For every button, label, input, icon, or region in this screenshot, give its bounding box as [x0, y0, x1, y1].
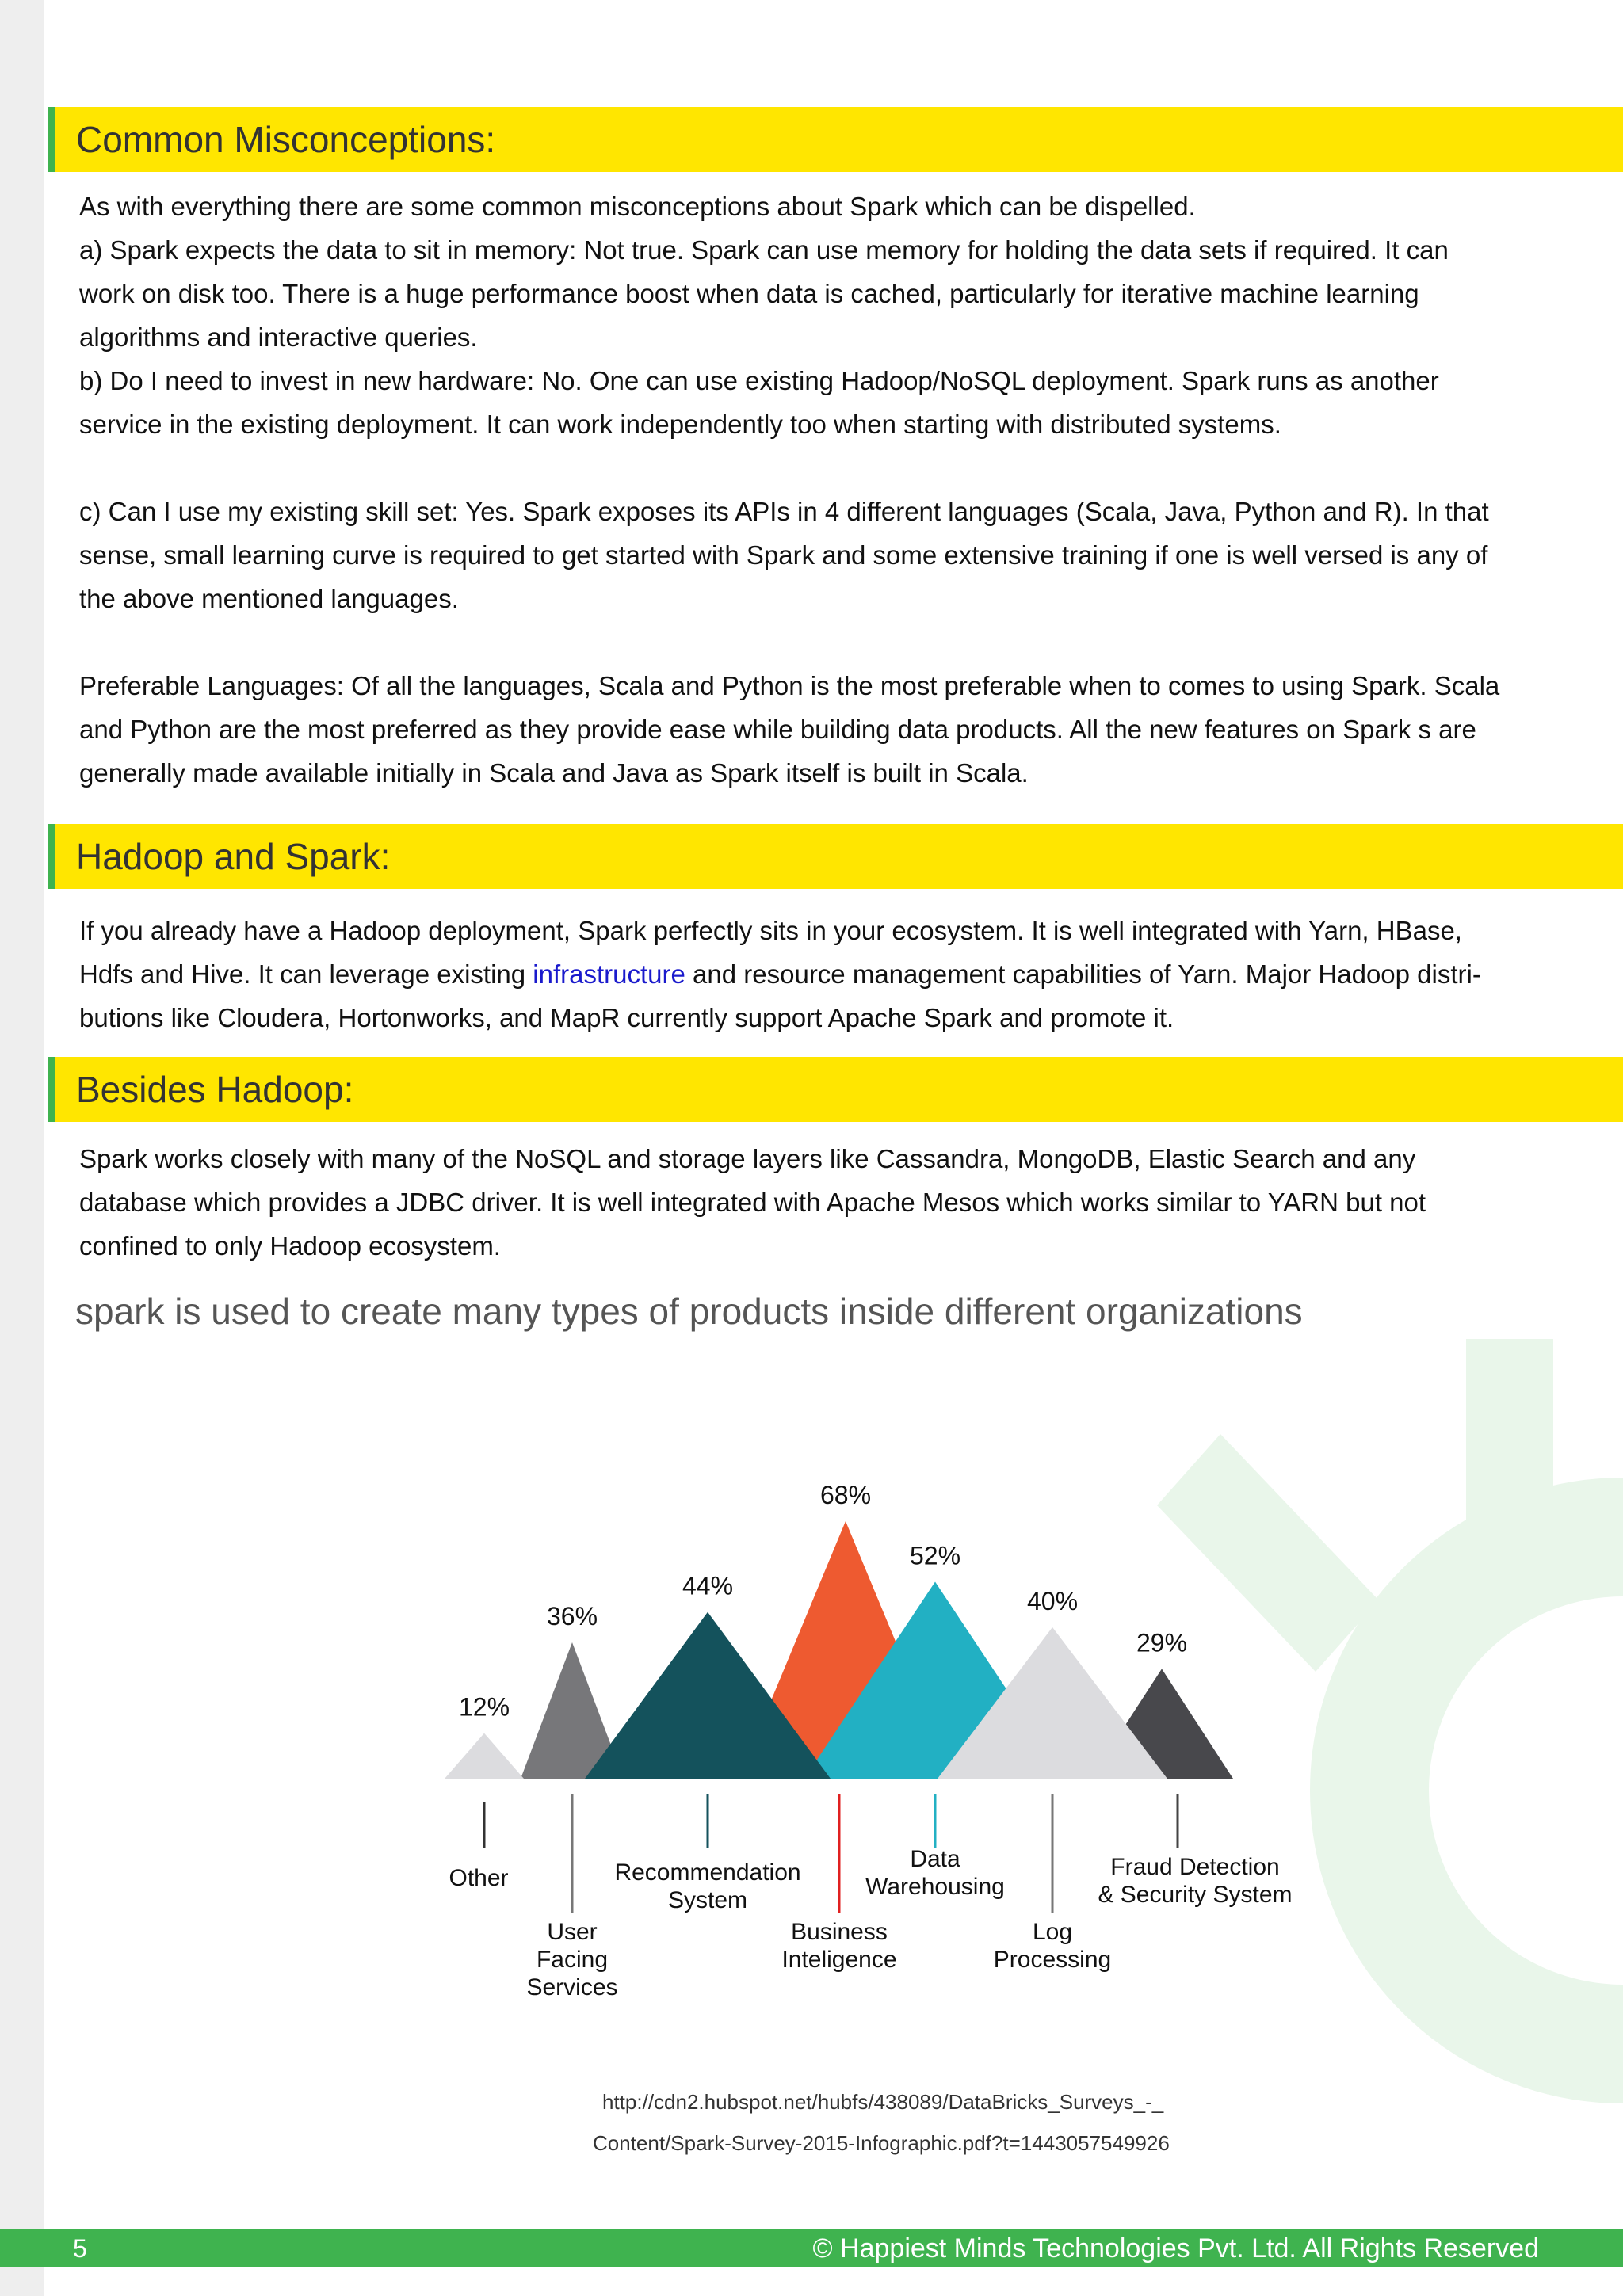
chart-value-label: 36%	[546, 1601, 598, 1630]
besides-hadoop-body	[79, 1137, 1585, 1268]
section-header-besides-hadoop	[48, 1057, 1623, 1122]
chart-category-label: User	[547, 1919, 598, 1945]
text-line: If you already have a Hadoop deployment, Spark perfectly sits in your ecosystem. It is well integrated with Yarn, HBase,	[79, 916, 1462, 945]
section-accent	[48, 1057, 55, 1122]
copyright-text: © Happiest Minds Technologies Pvt. Ltd. All Rights Reserved	[812, 2233, 1539, 2264]
misconceptions-body	[79, 185, 1585, 795]
chart-category-label: Processing	[993, 1947, 1112, 1973]
section-header-hadoop-and-spark	[48, 824, 1623, 889]
chart-category-label: & Security System	[1098, 1882, 1293, 1908]
chart-category-label: Log	[1032, 1919, 1073, 1945]
text-line: and Python are the most preferred as they provide ease while building data products. All the new features on Spark s are	[79, 715, 1476, 744]
text-line: As with everything there are some common misconceptions about Spark which can be dispelled.	[79, 192, 1196, 221]
page-footer	[0, 2229, 1623, 2267]
chart-category-label: Warehousing	[865, 1874, 1005, 1900]
text-line: sense, small learning curve is required to get started with Spark and some extensive training if one is well versed is any of	[79, 540, 1488, 570]
chart-value-label: 52%	[909, 1541, 961, 1570]
section-title: Besides Hadoop:	[76, 1069, 354, 1110]
text-line: confined to only Hadoop ecosystem.	[79, 1231, 501, 1261]
chart-category-label: Services	[526, 1974, 618, 2000]
text-line: butions like Cloudera, Hortonworks, and MapR currently support Apache Spark and promote it.	[79, 1003, 1174, 1032]
source-url-line-2: Content/Spark-Survey-2015-Infographic.pdf?t=1443057549926	[593, 2131, 1170, 2155]
text-line: the above mentioned languages.	[79, 584, 459, 613]
text-segment: and resource management capabilities of Yarn. Major Hadoop distri-	[685, 959, 1481, 989]
text-segment: Hdfs and Hive. It can leverage existing	[79, 959, 533, 989]
text-line: generally made available initially in Scala and Java as Spark itself is built in Scala.	[79, 758, 1029, 788]
chart-category-label: Business	[791, 1919, 888, 1945]
spark-usage-chart	[0, 1379, 1623, 2028]
chart-category-label: Recommendation	[614, 1859, 801, 1886]
chart-value-label: 44%	[682, 1571, 734, 1600]
section-accent	[48, 107, 55, 172]
text-line: database which provides a JDBC driver. It is well integrated with Apache Mesos which works similar to YARN but not	[79, 1188, 1426, 1217]
text-line: Preferable Languages: Of all the languages, Scala and Python is the most preferable when to comes to using Spark. Scala	[79, 671, 1500, 700]
chart-category-label: Fraud Detection	[1110, 1854, 1280, 1880]
chart-value-label: 29%	[1136, 1628, 1188, 1657]
page-number: 5	[73, 2234, 87, 2263]
text-line: Spark works closely with many of the NoSQL and storage layers like Cassandra, MongoDB, Elastic Search and any	[79, 1144, 1416, 1173]
chart-category-label: Inteligence	[781, 1947, 897, 1973]
section-title: Common Misconceptions:	[76, 119, 496, 160]
text-line: work on disk too. There is a huge performance boost when data is cached, particularly for iterative machine learning	[79, 279, 1419, 308]
chart-peak-0	[445, 1733, 524, 1779]
section-title: Hadoop and Spark:	[76, 836, 391, 877]
chart-category-label: System	[667, 1887, 748, 1913]
text-line: service in the existing deployment. It can work independently too when starting with distributed systems.	[79, 410, 1281, 439]
hadoop-spark-body	[79, 909, 1585, 1039]
chart-value-label: 12%	[458, 1692, 510, 1722]
section-header-common-misconceptions	[48, 107, 1623, 172]
text-line: algorithms and interactive queries.	[79, 322, 478, 352]
chart-category-label: Facing	[536, 1947, 609, 1973]
chart-value-label: 68%	[819, 1481, 872, 1509]
infrastructure-link[interactable]: infrastructure	[533, 959, 685, 989]
chart-category-label: Data	[910, 1846, 960, 1872]
chart-category-label: Other	[449, 1865, 509, 1891]
chart-heading: spark is used to create many types of products inside different organizations	[75, 1291, 1303, 1332]
text-line: c) Can I use my existing skill set: Yes. Spark exposes its APIs in 4 different languages (Scala, Java, Python and R). In that	[79, 497, 1489, 526]
text-line: b) Do I need to invest in new hardware: No. One can use existing Hadoop/NoSQL deployment. Spark runs as another	[79, 366, 1439, 395]
text-line: a) Spark expects the data to sit in memory: Not true. Spark can use memory for holding the data sets if required. It can	[79, 235, 1449, 265]
source-url-line-1: http://cdn2.hubspot.net/hubfs/438089/DataBricks_Surveys_-_	[602, 2090, 1164, 2114]
text-line	[79, 952, 1585, 996]
section-accent	[48, 824, 55, 889]
chart-value-label: 40%	[1026, 1586, 1079, 1615]
